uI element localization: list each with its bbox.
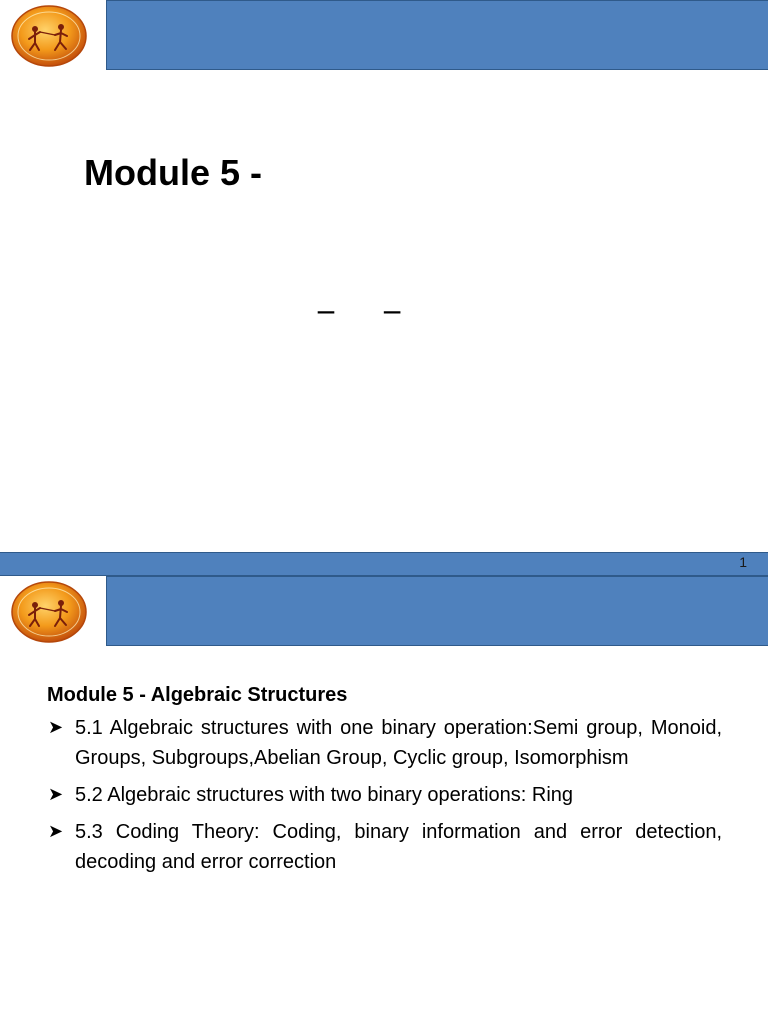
- slide-2: [0, 576, 768, 1024]
- slide-content: [47, 684, 722, 884]
- topic-text: 5.1 Algebraic structures with one binary operation:Semi group, Monoid, Groups, Subgroups,Abelian Group, Cyclic group, Isomorphism: [75, 717, 722, 769]
- header-bar: [106, 0, 768, 70]
- page-number: 1: [739, 554, 747, 570]
- topic-text: 5.3 Coding Theory: Coding, binary information and error detection, decoding and error correction: [75, 821, 722, 873]
- header-bar: [106, 576, 768, 646]
- topic-list: [47, 713, 722, 877]
- list-item: [47, 817, 722, 877]
- institution-logo-icon: [11, 581, 87, 643]
- topic-text: 5.2 Algebraic structures with two binary operations: Ring: [75, 784, 574, 806]
- arrow-bullet-icon: ➤: [48, 784, 64, 805]
- arrow-bullet-icon: ➤: [48, 821, 64, 842]
- module-heading: Module 5 - Algebraic Structures: [47, 684, 348, 706]
- arrow-bullet-icon: ➤: [48, 717, 64, 738]
- institution-logo-icon: [11, 5, 87, 67]
- list-item: [47, 713, 722, 773]
- slide-title: Module 5 -: [84, 152, 262, 193]
- slide-divider: [0, 552, 768, 576]
- list-item: [47, 780, 722, 810]
- placeholder-dashes: _ _: [318, 276, 401, 314]
